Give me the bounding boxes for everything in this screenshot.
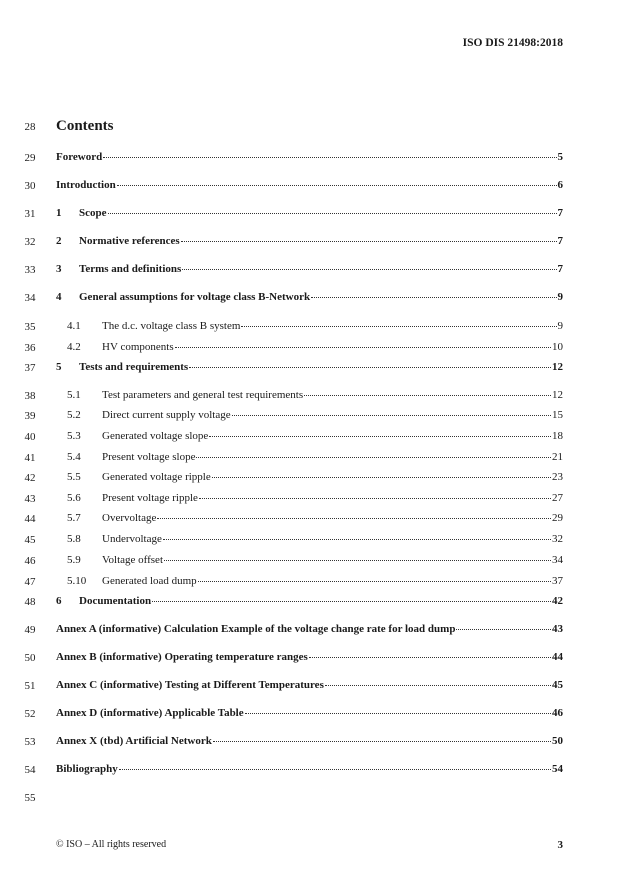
dot-leader [119,769,551,770]
toc-entry-title: Direct current supply voltage [102,409,231,421]
toc-entry-number: 5.4 [67,451,81,463]
toc-entry-title: Voltage offset [102,554,163,566]
line-number: 46 [24,555,36,567]
toc-entry-number: 5.8 [67,533,81,545]
dot-leader [304,395,551,396]
copyright-footer: © ISO – All rights reserved [56,839,167,850]
toc-entry-title: Generated voltage ripple [102,471,211,483]
toc-entry[interactable] [67,409,563,421]
toc-entry[interactable] [56,595,563,607]
toc-entry-page: 42 [552,595,563,607]
toc-entry-number: 5 [56,361,62,373]
toc-entry-number: 4 [56,291,62,303]
dot-leader [163,539,551,540]
line-number: 40 [24,431,36,443]
line-number: 50 [24,652,36,664]
dot-leader [213,741,551,742]
toc-entry-title: Terms and definitions [79,263,182,275]
dot-leader [175,347,551,348]
toc-entry-number: 4.1 [67,320,81,332]
dot-leader [117,185,557,186]
toc-entry[interactable] [67,341,563,353]
toc-entry-title: Test parameters and general test requirements [102,389,304,401]
dot-leader [189,367,551,368]
line-number: 47 [24,576,36,588]
toc-entry-number: 5.7 [67,512,81,524]
dot-leader [456,629,551,630]
toc-entry-page: 12 [552,361,563,373]
toc-entry-title: Normative references [79,235,180,247]
toc-entry-number: 5.9 [67,554,81,566]
toc-entry-title: Annex B (informative) Operating temperature ranges [56,651,308,663]
dot-leader [157,518,551,519]
toc-entry-title: Introduction [56,179,116,191]
toc-entry-title: The d.c. voltage class B system [102,320,241,332]
toc-entry[interactable] [67,430,563,442]
toc-entry[interactable] [67,389,563,401]
toc-entry-page: 34 [552,554,563,566]
toc-entry-page: 29 [552,512,563,524]
toc-entry-page: 45 [552,679,563,691]
toc-entry-number: 5.2 [67,409,81,421]
dot-leader [212,477,551,478]
toc-entry-page: 54 [552,763,563,775]
toc-entry-title: Undervoltage [102,533,162,545]
line-number: 54 [24,764,36,776]
dot-leader [232,415,551,416]
toc-entry-title: Annex C (informative) Testing at Different Temperatures [56,679,324,691]
dot-leader [245,713,551,714]
toc-entry-title: Documentation [79,595,152,607]
toc-entry[interactable] [56,151,563,163]
line-number: 32 [24,236,36,248]
line-number: 41 [24,452,36,464]
toc-entry-number: 5.3 [67,430,81,442]
toc-entry[interactable] [56,623,563,635]
dot-leader [198,581,551,582]
toc-entry-title: Tests and requirements [79,361,189,373]
dot-leader [325,685,551,686]
toc-entry-title: General assumptions for voltage class B-Network [79,291,311,303]
toc-entry[interactable] [56,179,563,191]
toc-entry-page: 21 [552,451,563,463]
toc-entry-title: Generated load dump [102,575,197,587]
toc-entry-number: 3 [56,263,62,275]
toc-entry[interactable] [67,320,563,332]
line-number: 55 [24,792,36,804]
line-number: 29 [24,152,36,164]
toc-entry-page: 18 [552,430,563,442]
toc-entry-title: HV components [102,341,174,353]
toc-entry[interactable] [67,575,563,587]
toc-entry[interactable] [67,492,563,504]
toc-entry-number: 6 [56,595,62,607]
toc-entry-page: 37 [552,575,563,587]
line-number: 44 [24,513,36,525]
toc-entry-page: 10 [552,341,563,353]
toc-entry-title: Present voltage slope [102,451,196,463]
toc-entry-page: 46 [552,707,563,719]
dot-leader [241,326,556,327]
toc-entry-title: Foreword [56,151,103,163]
line-number: 36 [24,342,36,354]
toc-entry-page: 12 [552,389,563,401]
dot-leader [196,457,551,458]
toc-entry-number: 5.1 [67,389,81,401]
toc-entry[interactable] [56,763,563,775]
line-number: 43 [24,493,36,505]
toc-entry[interactable] [67,512,563,524]
toc-entry-number: 4.2 [67,341,81,353]
toc-entry-page: 23 [552,471,563,483]
toc-entry-page: 27 [552,492,563,504]
toc-entry-number: 5.10 [67,575,87,587]
dot-leader [311,297,556,298]
toc-entry-page: 44 [552,651,563,663]
toc-entry-title: Bibliography [56,763,118,775]
toc-entry[interactable] [56,207,563,219]
document-id-header: ISO DIS 21498:2018 [462,37,563,49]
toc-entry-title: Overvoltage [102,512,157,524]
toc-entry[interactable] [56,361,563,373]
toc-entry-number: 5.5 [67,471,81,483]
dot-leader [103,157,556,158]
line-number: 42 [24,472,36,484]
toc-entry-page: 15 [552,409,563,421]
toc-entry[interactable] [67,451,563,463]
line-number: 35 [24,321,36,333]
toc-entry-page: 9 [557,320,563,332]
line-number: 45 [24,534,36,546]
line-number: 39 [24,410,36,422]
dot-leader [181,241,557,242]
toc-entry-page: 7 [557,235,563,247]
toc-entry-number: 1 [56,207,62,219]
toc-entry[interactable] [67,533,563,545]
toc-entry[interactable] [67,554,563,566]
line-number: 33 [24,264,36,276]
page-number: 3 [557,839,563,851]
toc-entry[interactable] [56,707,563,719]
toc-entry-page: 32 [552,533,563,545]
toc-entry[interactable] [56,735,563,747]
toc-entry-title: Annex D (informative) Applicable Table [56,707,244,719]
toc-entry[interactable] [56,263,563,275]
toc-entry-title: Generated voltage slope [102,430,209,442]
toc-entry-page: 50 [552,735,563,747]
line-number: 51 [24,680,36,692]
dot-leader [209,436,551,437]
line-number: 34 [24,292,36,304]
toc-entry-page: 5 [557,151,563,163]
toc-entry[interactable] [56,235,563,247]
line-number: 53 [24,736,36,748]
toc-entry-page: 6 [557,179,563,191]
dot-leader [182,269,556,270]
line-number: 31 [24,208,36,220]
toc-entry-title: Annex X (tbd) Artificial Network [56,735,212,747]
toc-entry-page: 7 [557,207,563,219]
dot-leader [309,657,551,658]
toc-entry-title: Present voltage ripple [102,492,198,504]
line-number: 48 [24,596,36,608]
toc-entry-page: 9 [557,291,563,303]
line-number: 37 [24,362,36,374]
line-number: 52 [24,708,36,720]
toc-entry[interactable] [67,471,563,483]
line-number: 49 [24,624,36,636]
toc-entry[interactable] [56,291,563,303]
line-number: 30 [24,180,36,192]
toc-entry-page: 7 [557,263,563,275]
toc-entry[interactable] [56,679,563,691]
toc-entry[interactable] [56,651,563,663]
toc-entry-page: 43 [552,623,563,635]
dot-leader [199,498,551,499]
toc-entry-title: Annex A (informative) Calculation Example of the voltage change rate for load dump [56,623,456,635]
dot-leader [108,213,557,214]
toc-entry-number: 2 [56,235,62,247]
contents-title: Contents [56,118,114,134]
dot-leader [164,560,551,561]
line-number: 38 [24,390,36,402]
toc-entry-number: 5.6 [67,492,81,504]
dot-leader [152,601,551,602]
toc-entry-title: Scope [79,207,107,219]
line-number: 28 [24,121,36,133]
